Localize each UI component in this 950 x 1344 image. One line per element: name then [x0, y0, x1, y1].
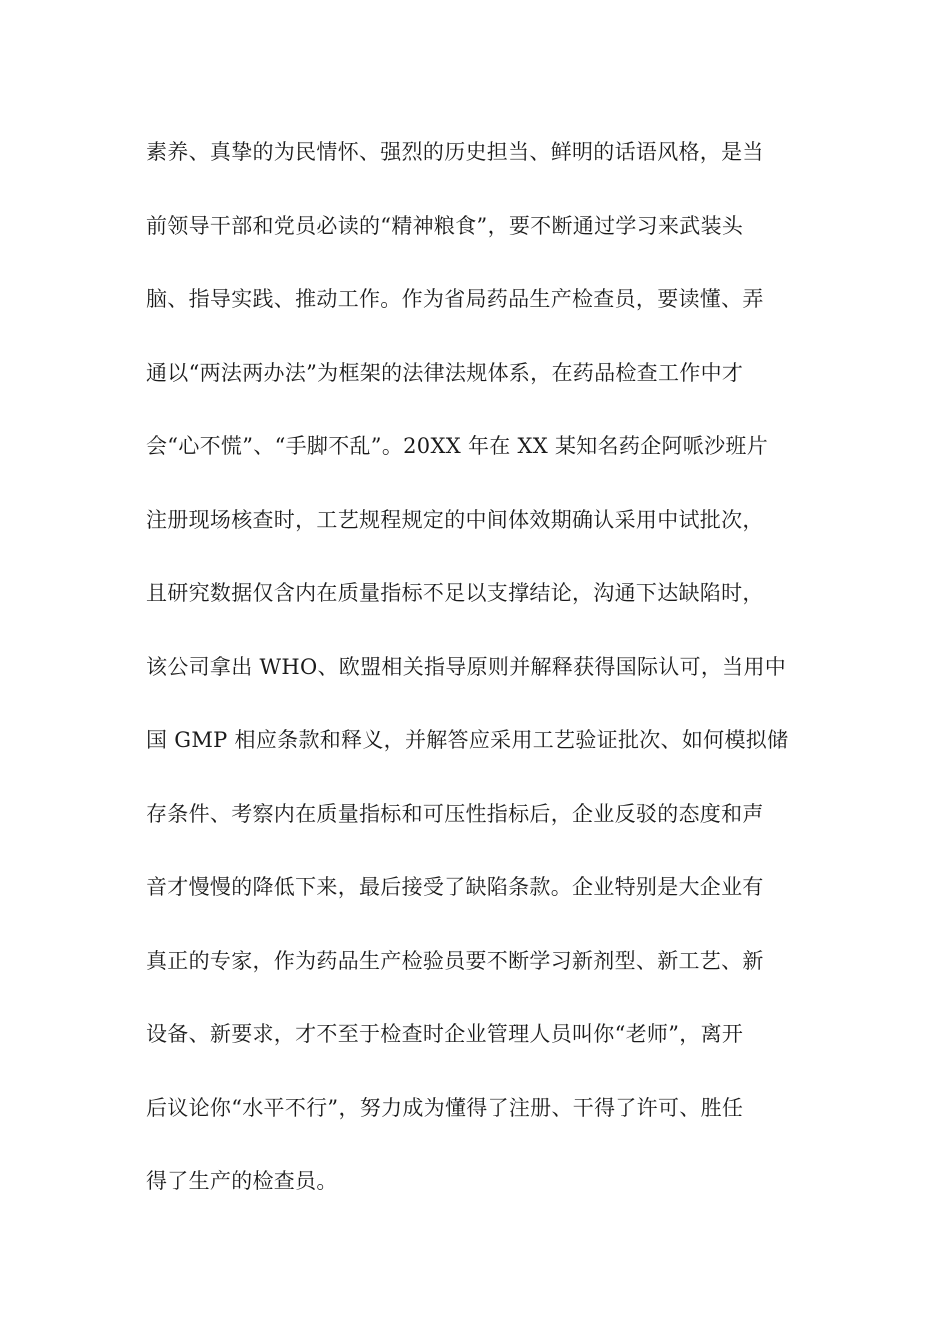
text-line: 通以“两法两办法”为框架的法律法规体系，在药品检查工作中才	[146, 360, 744, 385]
text-line: 注册现场核查时，工艺规程规定的中间体效期确认采用中试批次，	[146, 507, 764, 532]
text-line: 素养、真挚的为民情怀、强烈的历史担当、鲜明的话语风格，是当	[146, 140, 764, 164]
text-line: 音才慢慢的降低下来，最后接受了缺陷条款。企业特别是大企业有	[146, 875, 764, 899]
text-line: 国 GMP 相应条款和释义，并解答应采用工艺验证批次、如何模拟储	[146, 728, 789, 752]
text-line: 真正的专家，作为药品生产检验员要不断学习新剂型、新工艺、新	[146, 948, 764, 973]
text-line: 后议论你“水平不行”，努力成为懂得了注册、干得了许可、胜任	[146, 1095, 744, 1120]
text-line: 会“心不慌”、“手脚不乱”。20XX 年在 XX 某知名药企阿哌沙班片	[146, 434, 768, 458]
text-line: 该公司拿出 WHO、欧盟相关指导原则并解释获得国际认可，当用中	[146, 654, 787, 679]
text-line: 脑、指导实践、推动工作。作为省局药品生产检查员，要读懂、弄	[146, 287, 764, 311]
text-line: 设备、新要求，才不至于检查时企业管理人员叫你“老师”，离开	[146, 1022, 744, 1046]
text-line: 且研究数据仅含内在质量指标不足以支撑结论，沟通下达缺陷时，	[146, 581, 764, 605]
text-line: 得了生产的检查员。	[146, 1169, 338, 1193]
text-line: 存条件、考察内在质量指标和可压性指标后，企业反驳的态度和声	[146, 801, 764, 826]
body-paragraph	[146, 128, 826, 1231]
text-line: 前领导干部和党员必读的“精神粮食”，要不断通过学习来武装头	[146, 213, 744, 238]
